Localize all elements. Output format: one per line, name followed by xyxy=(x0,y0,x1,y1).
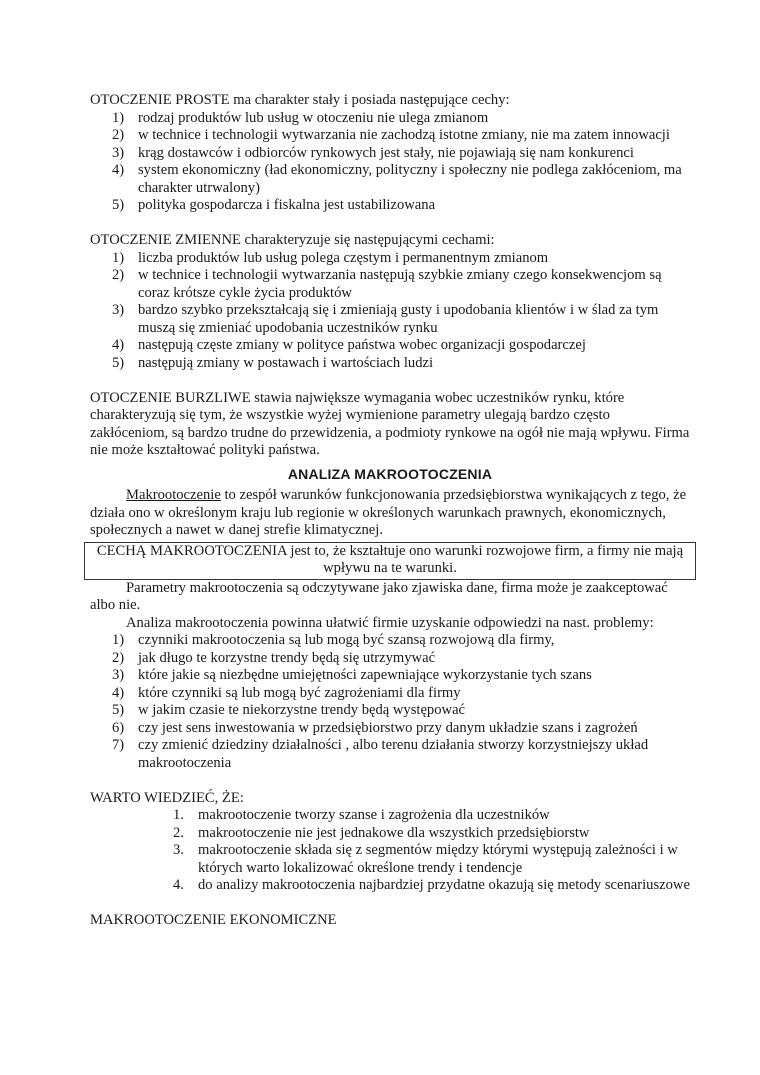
item-number: 5) xyxy=(112,197,125,213)
item-text: w technice i technologii wytwarzania nie zachodzą istotne zmiany, nie ma zatem innowacji xyxy=(138,127,670,143)
item-number: 2) xyxy=(112,267,125,283)
item-number: 2) xyxy=(112,649,125,666)
item-text: makrootoczenie składa się z segmentów między którymi występują zależności i w których warto lokalizować określone trendy i tendencje xyxy=(198,842,678,876)
list-item xyxy=(90,720,690,738)
item-number: 5) xyxy=(112,354,125,371)
proste-list xyxy=(90,110,690,215)
definition-term: Makrootoczenie xyxy=(126,487,221,503)
item-text: czynniki makrootoczenia są lub mogą być szansą rozwojową dla firmy, xyxy=(138,632,555,648)
item-text: które jakie są niezbędne umiejętności zapewniające wykorzystanie tych szans xyxy=(138,667,592,683)
footer-heading: MAKROOTOCZENIE EKONOMICZNE xyxy=(90,912,337,928)
list-item xyxy=(90,685,690,703)
item-text: jak długo te korzystne trendy będą się utrzymywać xyxy=(138,649,436,666)
item-number: 7) xyxy=(112,737,125,753)
list-item xyxy=(90,127,690,145)
list-item xyxy=(90,667,690,685)
boxed-note: CECHĄ MAKROOTOCZENIA jest to, że kształtuje ono warunki rozwojowe firm, a firmy nie mają wpływu na te warunki. xyxy=(84,542,696,580)
item-number: 1) xyxy=(112,632,125,648)
list-item xyxy=(90,162,690,197)
item-number: 1. xyxy=(173,807,184,823)
document-page xyxy=(90,92,690,930)
item-text: następują zmiany w postawach i wartościach ludzi xyxy=(138,354,434,371)
item-text: w technice i technologii wytwarzania następują szybkie zmiany czego konsekwencjom są coraz krótsze cykle życia produktów xyxy=(138,267,662,301)
list-item xyxy=(90,877,690,895)
item-text: liczba produktów lub usług polega częstym i permanentnym zmianom xyxy=(138,249,549,266)
item-text: polityka gospodarcza i fiskalna jest ustabilizowana xyxy=(138,197,436,213)
item-number: 3) xyxy=(112,302,125,318)
list-item xyxy=(90,737,690,772)
item-text: makrootoczenie nie jest jednakowe dla wszystkich przedsiębiorstw xyxy=(198,824,590,841)
item-text: do analizy makrootoczenia najbardziej przydatne okazują się metody scenariuszowe xyxy=(198,877,690,893)
item-number: 4) xyxy=(112,684,125,701)
list-item xyxy=(90,145,690,163)
item-text: w jakim czasie te niekorzystne trendy będą występować xyxy=(138,702,466,718)
list-item xyxy=(90,825,690,843)
item-text: które czynniki są lub mogą być zagrożeniami dla firmy xyxy=(138,684,461,701)
proste-heading: OTOCZENIE PROSTE ma charakter stały i posiada następujące cechy: xyxy=(90,92,510,108)
parametry-paragraph: Parametry makrootoczenia są odczytywane jako zjawiska dane, firma może je zaakceptować albo nie. xyxy=(90,579,668,613)
item-number: 1) xyxy=(112,109,125,126)
list-item xyxy=(90,337,690,355)
item-number: 2. xyxy=(173,824,184,841)
definition-text: to zespół warunków funkcjonowania przedsiębiorstwa wynikających z tego, że działa ono w określonym kraju lub regionie w określonych warunkach prawnych, ekonomicznych, społecznych a nawet w danej strefie klimatycznej. xyxy=(90,487,687,538)
list-item xyxy=(90,197,690,215)
warto-list xyxy=(90,807,690,895)
item-number: 6) xyxy=(112,719,125,736)
problems-list xyxy=(90,632,690,772)
analiza-intro: Analiza makrootoczenia powinna ułatwić firmie uzyskanie odpowiedzi na nast. problemy: xyxy=(126,614,654,631)
item-number: 1) xyxy=(112,249,125,266)
item-text: rodzaj produktów lub usług w otoczeniu nie ulega zmianom xyxy=(138,109,489,126)
item-text: czy zmienić dziedziny działalności , albo terenu działania stworzy korzystniejszy układ makrootoczenia xyxy=(138,737,649,771)
item-number: 4. xyxy=(173,877,184,893)
item-number: 5) xyxy=(112,702,125,718)
zmienne-heading: OTOCZENIE ZMIENNE charakteryzuje się następującymi cechami: xyxy=(90,232,495,248)
list-item xyxy=(90,807,690,825)
list-item xyxy=(90,110,690,128)
item-number: 4) xyxy=(112,162,125,178)
burzliwe-paragraph: OTOCZENIE BURZLIWE stawia największe wymagania wobec uczestników rynku, które charakteryzują się tym, że wszystkie wyżej wymienione parametry ulegają bardzo często zakłóceniom, są bardzo trudne do przewidzenia, a podmioty rynkowe na ogół nie mają wpływu. Firma nie może kształtować polityki państwa. xyxy=(90,389,690,458)
list-item xyxy=(90,702,690,720)
item-number: 2) xyxy=(112,127,125,143)
item-text: czy jest sens inwestowania w przedsiębiorstwo przy danym układzie szans i zagrożeń xyxy=(138,719,638,736)
item-text: bardzo szybko przekształcają się i zmieniają gusty i upodobania klientów i w ślad za tym muszą się zmieniać upodobania uczestników rynku xyxy=(138,302,659,336)
item-text: krąg dostawców i odbiorców rynkowych jest stały, nie pojawiają się nam konkurenci xyxy=(138,144,634,161)
item-number: 3. xyxy=(173,842,184,858)
item-text: system ekonomiczny (ład ekonomiczny, polityczny i społeczny nie podlega zakłóceniom, ma charakter utrwalony) xyxy=(138,162,682,196)
item-number: 3) xyxy=(112,667,125,683)
list-item xyxy=(90,650,690,668)
item-number: 3) xyxy=(112,144,125,161)
item-text: makrootoczenie tworzy szanse i zagrożenia dla uczestników xyxy=(198,807,550,823)
list-item xyxy=(90,842,690,877)
list-item xyxy=(90,302,690,337)
list-item xyxy=(90,632,690,650)
list-item xyxy=(90,355,690,373)
item-number: 4) xyxy=(112,337,125,353)
item-text: następują częste zmiany w polityce państwa wobec organizacji gospodarczej xyxy=(138,337,586,353)
section-title: ANALIZA MAKROOTOCZENIA xyxy=(287,465,493,482)
list-item xyxy=(90,250,690,268)
zmienne-list xyxy=(90,250,690,373)
definition-paragraph xyxy=(90,487,690,540)
warto-heading: WARTO WIEDZIEĆ, ŻE: xyxy=(90,789,244,806)
list-item xyxy=(90,267,690,302)
